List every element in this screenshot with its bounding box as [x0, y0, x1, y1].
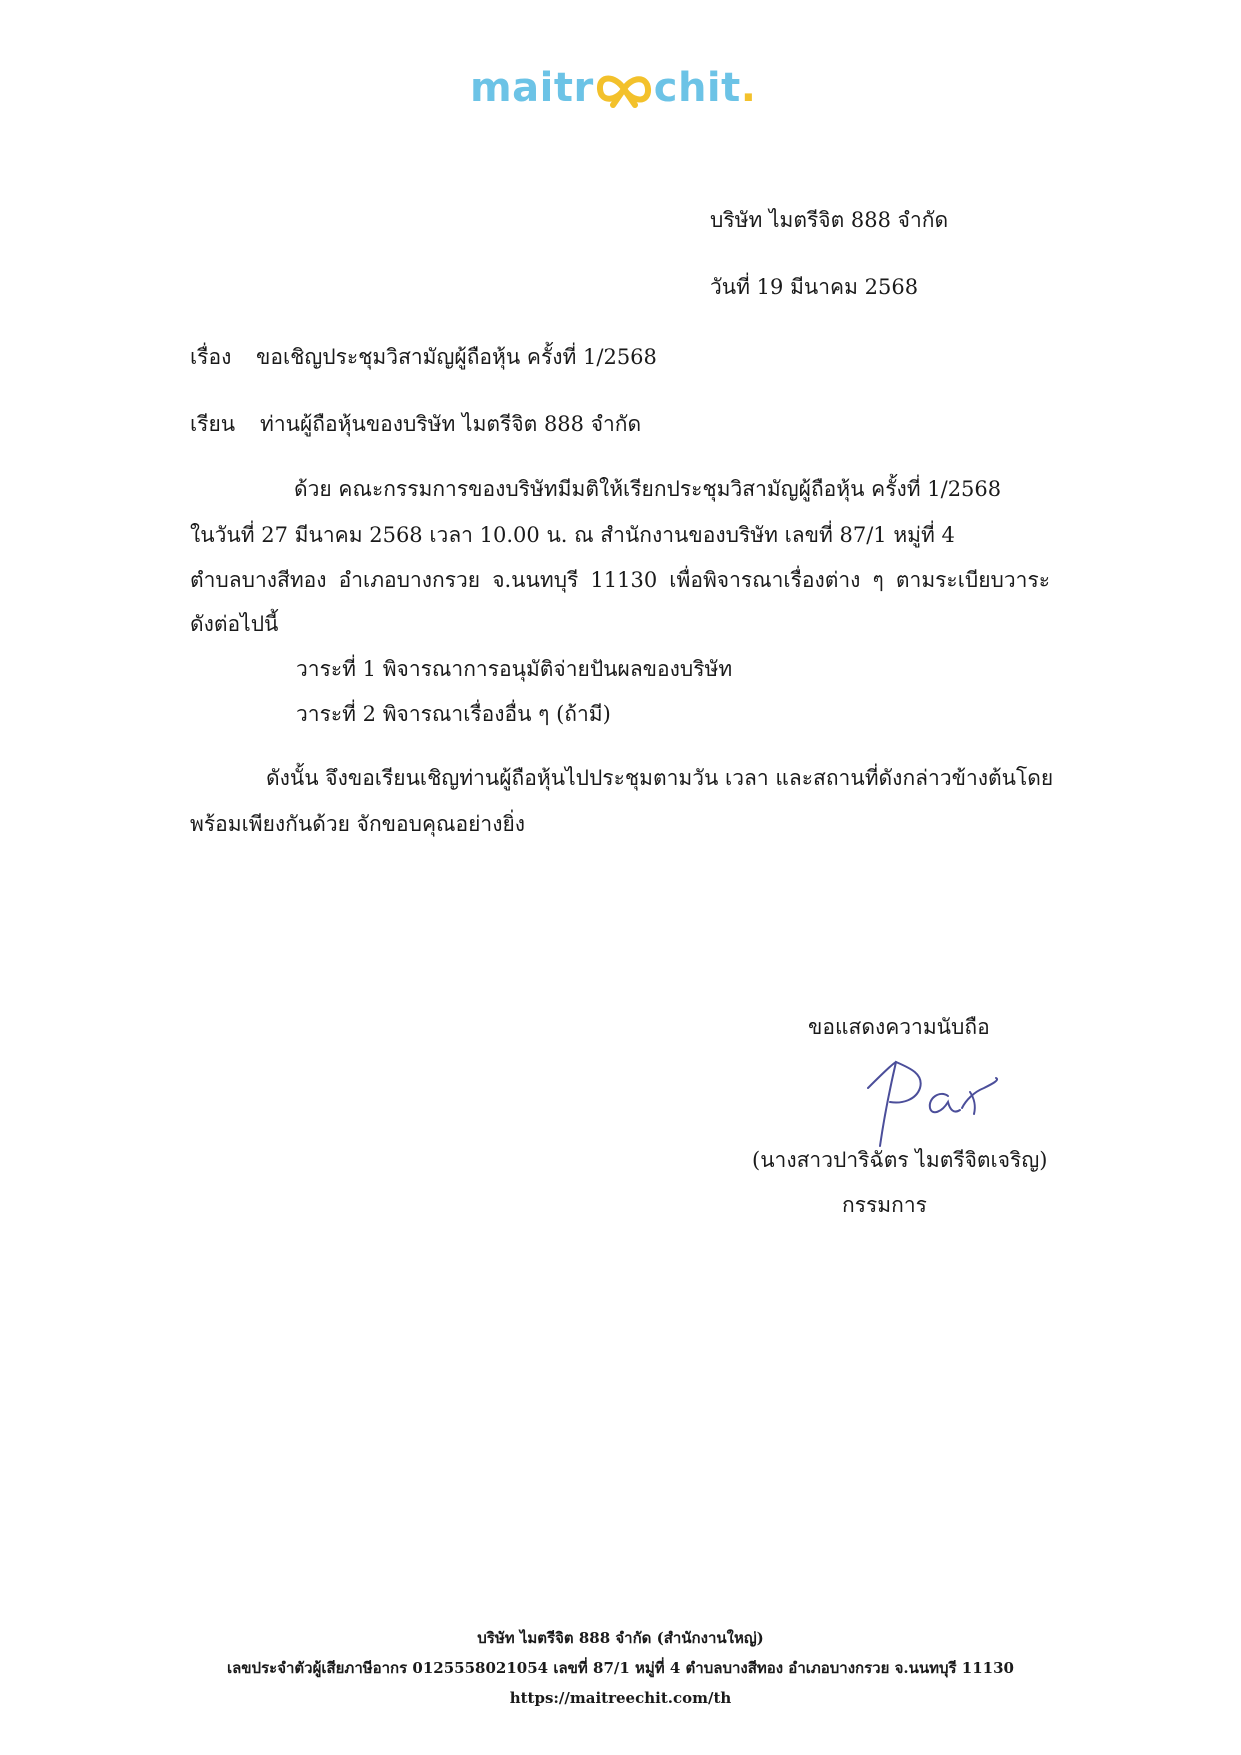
footer-address: เลขประจำตัวผู้เสียภาษีอากร 0125558021054 เลขที่ 87/1 หมู่ที่ 4 ตำบลบางสีทอง อำเภอบางกรวย จ.นนทบุรี 11130 [226, 1659, 1014, 1677]
agenda-item-1: วาระที่ 1 พิจารณาการอนุมัติจ่ายปันผลของบริษัท [296, 657, 733, 681]
recipient-text: ท่านผู้ถือหุ้นของบริษัท ไมตรีจิต 888 จำกัด [260, 412, 642, 436]
logo-text-left: maitr [470, 65, 594, 111]
signer-name: (นางสาวปาริฉัตร ไมตรีจิตเจริญ) [752, 1148, 1048, 1172]
body-paragraph-1-line-2: ในวันที่ 27 มีนาคม 2568 เวลา 10.00 น. ณ สำนักงานของบริษัท เลขที่ 87/1 หมู่ที่ 4 [190, 523, 955, 547]
signer-title: กรรมการ [842, 1193, 927, 1217]
subject-label: เรื่อง [190, 345, 232, 369]
body-paragraph-2-line-1: ดังนั้น จึงขอเรียนเชิญท่านผู้ถือหุ้นไปประชุมตามวัน เวลา และสถานที่ดังกล่าวข้างต้นโดย [266, 766, 1054, 790]
closing-regards: ขอแสดงความนับถือ [808, 1015, 990, 1039]
recipient-label: เรียน [190, 412, 236, 436]
letter-date: วันที่ 19 มีนาคม 2568 [710, 275, 919, 299]
company-logo [470, 58, 756, 118]
footer-company: บริษัท ไมตรีจิต 888 จำกัด (สำนักงานใหญ่) [477, 1629, 764, 1647]
logo-dot: . [740, 65, 757, 111]
subject-text: ขอเชิญประชุมวิสามัญผู้ถือหุ้น ครั้งที่ 1/2568 [256, 345, 657, 369]
company-name: บริษัท ไมตรีจิต 888 จำกัด [710, 208, 949, 232]
footer-website: https://maitreechit.com/th [509, 1689, 732, 1707]
pretzel-logo-icon [595, 65, 653, 111]
body-paragraph-1-line-1: ด้วย คณะกรรมการของบริษัทมีมติให้เรียกประชุมวิสามัญผู้ถือหุ้น ครั้งที่ 1/2568 [294, 477, 1002, 501]
agenda-item-2: วาระที่ 2 พิจารณาเรื่องอื่น ๆ (ถ้ามี) [296, 702, 611, 726]
body-paragraph-1-line-3: ตำบลบางสีทอง อำเภอบางกรวย จ.นนทบุรี 11130 เพื่อพิจารณาเรื่องต่าง ๆ ตามระเบียบวาระ [190, 568, 1050, 592]
body-paragraph-1-line-4: ดังต่อไปนี้ [190, 612, 279, 636]
handwritten-signature [850, 1058, 1010, 1150]
body-paragraph-2-line-2: พร้อมเพียงกันด้วย จักขอบคุณอย่างยิ่ง [190, 812, 526, 836]
logo-text-right: chit [653, 65, 741, 111]
